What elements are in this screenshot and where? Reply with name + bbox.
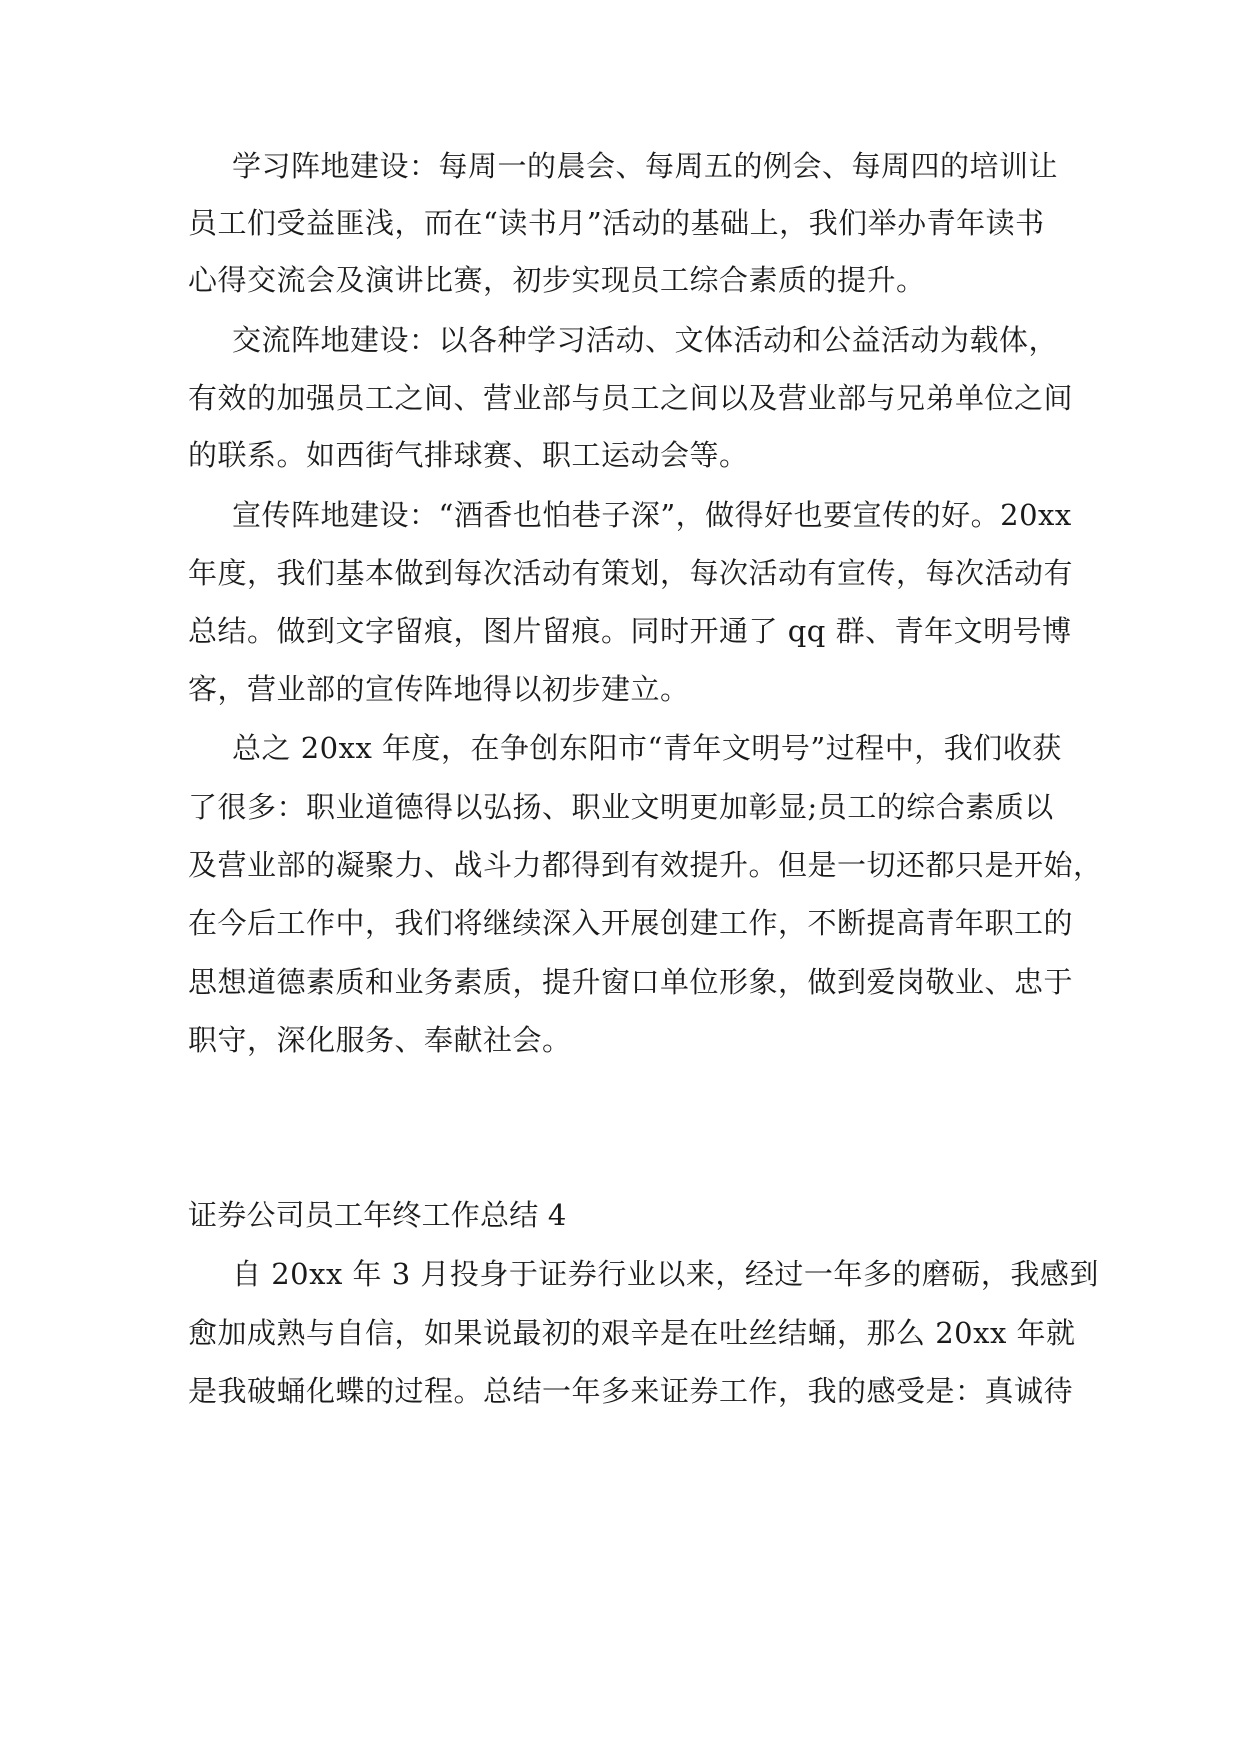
text-line: 思想道德素质和业务素质，提升窗口单位形象，做到爱岗敬业、忠于 bbox=[188, 965, 1074, 999]
text-line: 交流阵地建设：以各种学习活动、文体活动和公益活动为载体， bbox=[232, 323, 1059, 357]
text-line: 愈加成熟与自信，如果说最初的艰辛是在吐丝结蛹，那么 20xx 年就 bbox=[188, 1316, 1076, 1350]
text-line: 有效的加强员工之间、营业部与员工之间以及营业部与兄弟单位之间 bbox=[188, 381, 1074, 415]
text-line: 及营业部的凝聚力、战斗力都得到有效提升。但是一切还都只是开始， bbox=[188, 848, 1103, 882]
text-line: 心得交流会及演讲比赛，初步实现员工综合素质的提升。 bbox=[188, 263, 926, 297]
text-line: 的联系。如西街气排球赛、职工运动会等。 bbox=[188, 438, 749, 472]
text-line: 年度，我们基本做到每次活动有策划，每次活动有宣传，每次活动有 bbox=[188, 556, 1074, 590]
text-line: 宣传阵地建设：“酒香也怕巷子深”，做得好也要宣传的好。20xx bbox=[232, 498, 1072, 532]
text-line: 了很多：职业道德得以弘扬、职业文明更加彰显;员工的综合素质以 bbox=[188, 790, 1054, 824]
text-line: 在今后工作中，我们将继续深入开展创建工作，不断提高青年职工的 bbox=[188, 906, 1074, 940]
text-line: 总之 20xx 年度，在争创东阳市“青年文明号”过程中，我们收获 bbox=[232, 731, 1062, 765]
text-line: 自 20xx 年 3 月投身于证券行业以来，经过一年多的磨砺，我感到 bbox=[232, 1257, 1099, 1291]
text-line: 客，营业部的宣传阵地得以初步建立。 bbox=[188, 672, 690, 706]
text-line: 员工们受益匪浅，而在“读书月”活动的基础上，我们举办青年读书 bbox=[188, 206, 1045, 240]
text-line: 是我破蛹化蝶的过程。总结一年多来证券工作，我的感受是：真诚待 bbox=[188, 1374, 1074, 1408]
text-line: 总结。做到文字留痕，图片留痕。同时开通了 qq 群、青年文明号博 bbox=[188, 614, 1072, 648]
text-line: 职守，深化服务、奉献社会。 bbox=[188, 1023, 572, 1057]
text-line: 学习阵地建设：每周一的晨会、每周五的例会、每周四的培训让 bbox=[232, 149, 1059, 183]
section-heading: 证券公司员工年终工作总结 4 bbox=[188, 1198, 567, 1232]
